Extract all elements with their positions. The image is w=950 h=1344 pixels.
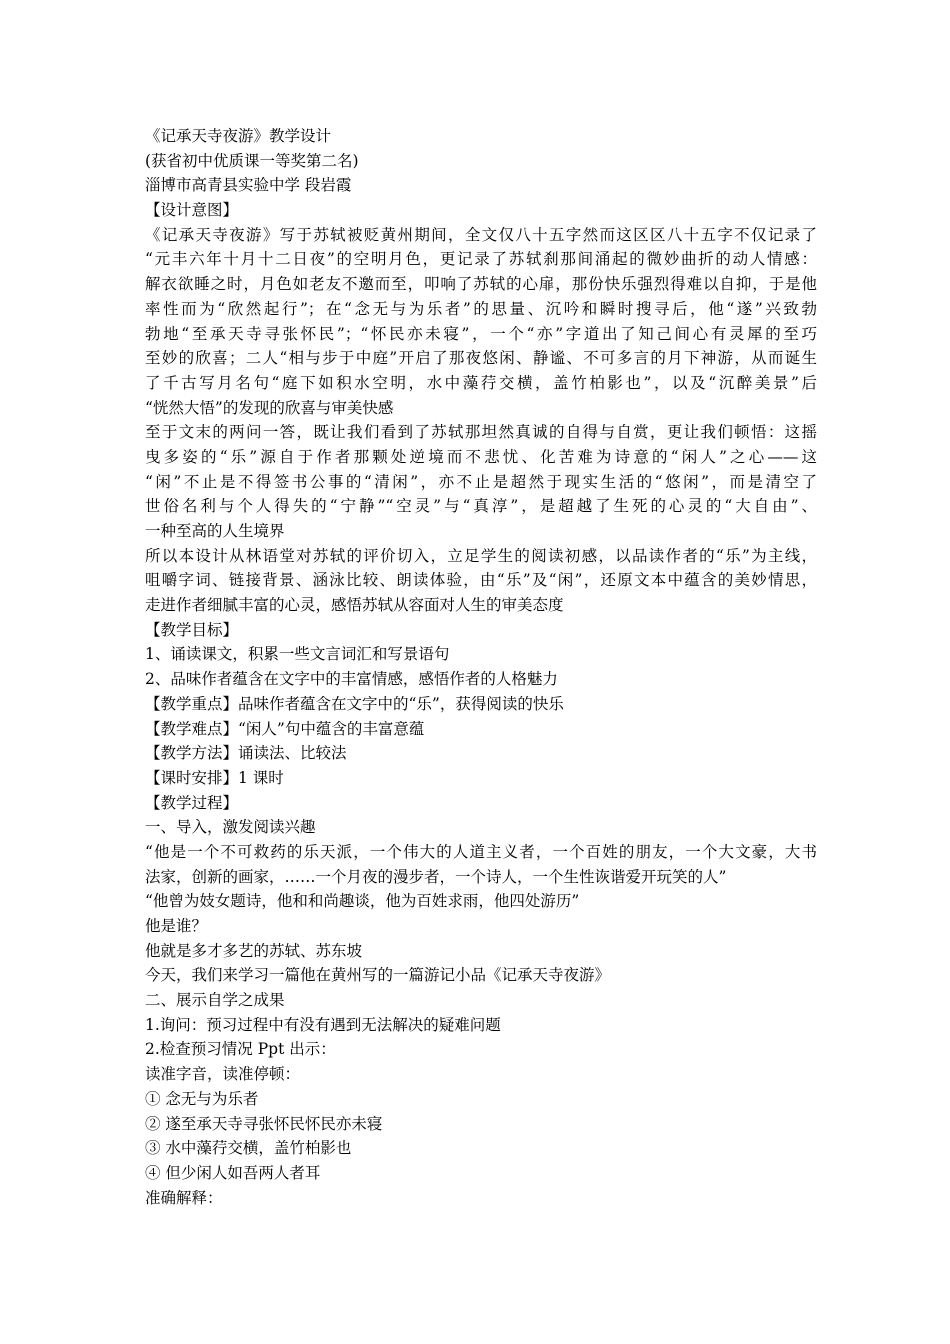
paragraph-line: “他曾为妓女题诗，他和和尚趣谈，他为百姓求雨，他四处游历” xyxy=(145,892,580,911)
paragraph-line: 他是谁？ xyxy=(145,917,208,935)
list-item: ② 遂至承天寺寻张怀民怀民亦未寝 xyxy=(145,1114,383,1133)
paragraph-line: 今天，我们来学习一篇他在黄州写的一篇游记小品《记承天寺夜游》 xyxy=(145,966,611,985)
paragraph-line: 曳多姿的“乐”源自于作者那颗处逆境而不悲忧、化苦难为诗意的“闲人”之心——这 xyxy=(145,447,817,466)
paragraph-line: 勃地“至承天寺寻张怀民”；“怀民亦未寝”，一个“亦”字道出了知己间心有灵犀的至巧 xyxy=(145,324,817,343)
paragraph-line: 咀嚼字词、链接背景、涵泳比较、朗读体验，由“乐”及“闲”，还原文本中蕴含的美妙情思， xyxy=(145,571,817,590)
subsection-heading: 二、展示自学之成果 xyxy=(145,991,285,1010)
paragraph-line: 世俗名利与个人得失的“宁静”“空灵”与“真淳”，是超越了生死的心灵的“大自由”、 xyxy=(145,497,817,516)
award-note: (获省初中优质课一等奖第二名) xyxy=(145,151,359,170)
section-heading: 【课时安排】1 课时 xyxy=(145,768,284,787)
list-item: 2、品味作者蕴含在文字中的丰富情感，感悟作者的人格魅力 xyxy=(145,670,558,689)
paragraph-line: 了千古写月名句“庭下如积水空明，水中藻荇交横，盖竹柏影也”，以及“沉醉美景”后 xyxy=(145,373,817,392)
paragraph-line: 读准字音，读准停顿： xyxy=(145,1065,301,1084)
paragraph-line: 一种至高的人生境界 xyxy=(145,522,285,540)
paragraph-line: 解衣欲睡之时，月色如老友不邀而至，叩响了苏轼的心扉，那份快乐强烈得难以自抑，于是他 xyxy=(145,275,817,294)
paragraph-line: “元丰六年十月十二日夜”的空明月色，更记录了苏轼刹那间涌起的微妙曲折的动人情感： xyxy=(145,250,817,269)
list-item: 1、诵读课文，积累一些文言词汇和写景语句 xyxy=(145,645,450,664)
section-heading: 【教学目标】 xyxy=(145,620,239,639)
section-heading: 【教学重点】品味作者蕴含在文字中的“乐”，获得阅读的快乐 xyxy=(145,694,564,713)
section-heading: 【教学难点】“闲人”句中蕴含的丰富意蕴 xyxy=(145,719,425,738)
section-heading: 【设计意图】 xyxy=(145,201,239,220)
paragraph-line: 至妙的欣喜；二人“相与步于中庭”开启了那夜悠闲、静谧、不可多言的月下神游，从而诞生 xyxy=(145,349,817,368)
section-heading: 【教学过程】 xyxy=(145,793,239,812)
author-line: 淄博市高青县实验中学 段岩霞 xyxy=(145,176,352,195)
paragraph-line: 所以本设计从林语堂对苏轼的评价切入，立足学生的阅读初感，以品读作者的“乐”为主线， xyxy=(145,546,817,565)
subsection-heading: 一、导入，激发阅读兴趣 xyxy=(145,818,316,837)
list-item: ① 念无与为乐者 xyxy=(145,1089,259,1108)
paragraph-line: 至于文末的两问一答，既让我们看到了苏轼那坦然真诚的自得与自赏，更让我们顿悟：这摇 xyxy=(145,423,817,442)
paragraph-line: “他是一个不可救药的乐天派，一个伟大的人道主义者，一个百姓的朋友，一个大文豪，大书 xyxy=(145,842,817,861)
paragraph-line: “恍然大悟”的发现的欣喜与审美快感 xyxy=(145,398,394,417)
paragraph-line: “闲”不止是不得签书公事的“清闲”，亦不止是超然于现实生活的“悠闲”，而是清空了 xyxy=(145,472,817,491)
paragraph-line: 《记承天寺夜游》写于苏轼被贬黄州期间，全文仅八十五字然而这区区八十五字不仅记录了 xyxy=(145,225,817,244)
document-page xyxy=(145,124,817,1210)
document-title: 《记承天寺夜游》教学设计 xyxy=(145,127,332,145)
list-item: ③ 水中藻荇交横，盖竹柏影也 xyxy=(145,1139,352,1158)
list-item: 1.询问：预习过程中有没有遇到无法解决的疑难问题 xyxy=(145,1015,501,1034)
list-item: 2.检查预习情况 Ppt 出示： xyxy=(145,1040,336,1059)
paragraph-line: 准确解释： xyxy=(145,1188,223,1207)
paragraph-line: 率性而为“欣然起行”；在“念无与为乐者”的思量、沉吟和瞬时搜寻后，他“遂”兴致勃 xyxy=(145,299,817,318)
paragraph-line: 走进作者细腻丰富的心灵，感悟苏轼从容面对人生的审美态度 xyxy=(145,596,564,615)
list-item: ④ 但少闲人如吾两人者耳 xyxy=(145,1163,321,1182)
paragraph-line: 法家，创新的画家，……一个月夜的漫步者，一个诗人，一个生性诙谐爱开玩笑的人” xyxy=(145,867,727,886)
paragraph-line: 他就是多才多艺的苏轼、苏东坡 xyxy=(145,941,363,960)
section-heading: 【教学方法】诵读法、比较法 xyxy=(145,744,347,763)
